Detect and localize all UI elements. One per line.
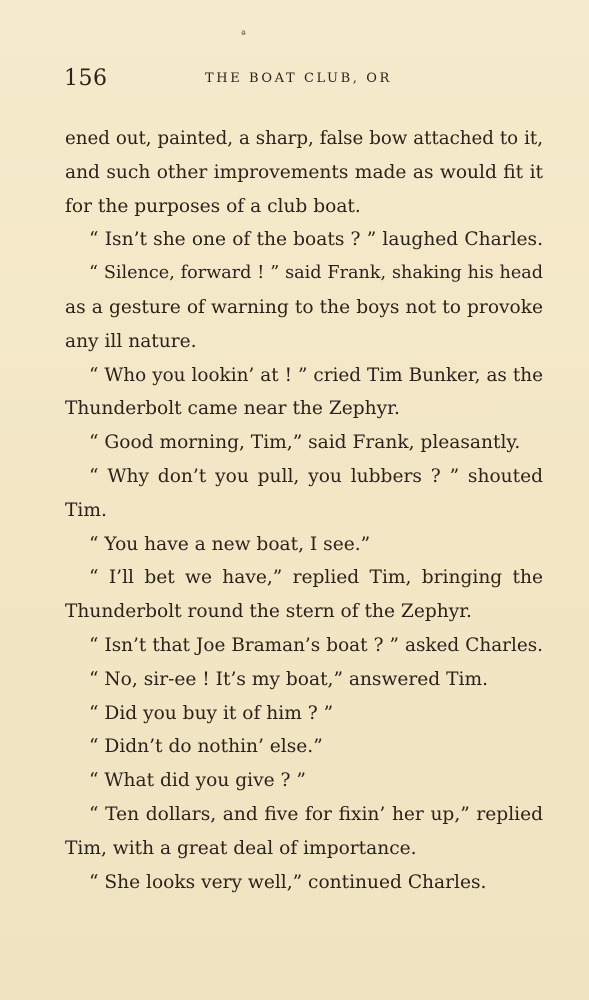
text-line: Thunderbolt round the stern of the Zephyr. [65,601,472,623]
text-line: any ill nature. [65,330,197,352]
text-line: “ No, sir-ee ! It’s my boat,” answered Tim. [89,668,488,690]
text-line: “ What did you give ? ” [89,770,306,792]
text-line: “ Did you buy it of him ? ” [89,702,334,724]
text-line: “ You have a new boat, I see.” [89,533,371,555]
text-line: “ Silence, forward ! ” said Frank, shaking his head [89,263,543,284]
text-line: “ I’ll bet we have,” replied Tim, bringing the [89,567,543,589]
text-line: ened out, painted, a sharp, false bow attached to it, [65,128,543,149]
text-line: and such other improvements made as would fit it [65,161,543,183]
text-line: Tim. [65,499,107,521]
body-text [65,122,543,899]
text-line: “ Why don’t you pull, you lubbers ? ” shouted [89,465,543,487]
text-line: “ Good morning, Tim,” said Frank, pleasantly. [89,432,521,454]
page-header [64,66,544,90]
printer-mark: ª [241,30,246,41]
text-line: for the purposes of a club boat. [65,195,361,217]
text-line: Tim, with a great deal of importance. [65,837,417,859]
text-line: “ Isn’t that Joe Braman’s boat ? ” asked Charles. [89,634,543,656]
text-line: “ Didn’t do nothin’ else.” [89,736,323,758]
text-line: “ Isn’t she one of the boats ? ” laughed Charles. [89,229,543,251]
text-line: Thunderbolt came near the Zephyr. [65,398,400,420]
text-line: “ Who you lookin’ at ! ” cried Tim Bunker, as the [89,364,543,386]
running-head: THE BOAT CLUB, OR [205,71,392,86]
page-number: 156 [64,66,108,91]
text-line: “ She looks very well,” continued Charles. [89,871,487,893]
text-line: as a gesture of warning to the boys not to provoke [65,296,543,318]
text-line: “ Ten dollars, and five for fixin’ her up,” replied [89,803,543,825]
